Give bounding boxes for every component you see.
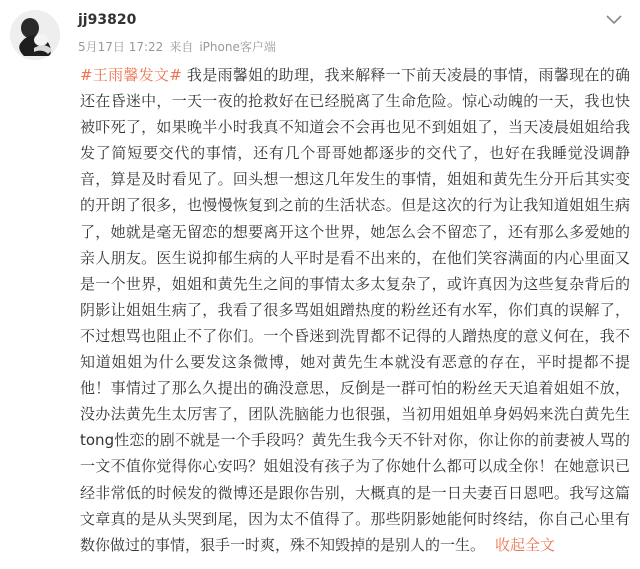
avatar-image [10, 10, 60, 60]
post-body-text: 我是雨馨姐的助理，我来解释一下前天凌晨的事情，雨馨现在的确还在昏迷中，一天一夜的抢救好在已经脱离了生命危险。惊心动魄的一天，我也快被吓死了，如果晚半小时我真不知道会不会再也见不到姐姐了，当天凌晨姐姐给我发了简短要交代的事情，还有几个哥哥她都逐步的交代了，也好在我睡觉没调静音，算是及时看见了。回头想一想这几年发生的事情，姐姐和黄先生分开后其实变的开朗了很多，也慢慢恢复到之前的生活状态。但是这次的行为让我知道姐姐生病了，她就是毫无留恋的想要离开这个世界，她怎么会不留恋了，还有那么多爱她的亲人朋友。医生说抑郁生病的人平时是看不出来的，在他们笑容满面的内心里面又是一个世界，姐姐和黄先生之间的事情太多太复杂了，或许真因为这些复杂背后的阴影让姐姐生病了，我看了很多骂姐姐蹭热度的粉丝还有水军，你们真的误解了，不过想骂也阻止不了你们。一个昏迷到洗胃都不记得的人蹭热度的意义何在，我不知道姐姐为什么要发这条微博，她对黄先生本就没有恶意的存在，平时提都不提他！事情过了那么久提出的确没意思，反倒是一群可怕的粉丝天天追着姐姐不放，没办法黄先生太厉害了，团队洗脑能力也很强，当初用姐姐单身妈妈来洗白黄先生tong性恋的剧不就是一个手段吗？黄先生我今天不针对你，你让你的前妻被人骂的一文不值你觉得你心安吗？姐姐没有孩子为了你她什么都可以成全你！在她意识已经非常低的时候发的微博还是跟你告别，大概真的是一日夫妻百日恩吧。我写这篇文章真的是从头哭到尾，因为太不值得了。那些阴影她能何时终结，你自己心里有数你做过的事情，狠手一时爽，殊不知毁掉的是别人的一生。 [80, 66, 630, 554]
post-content [80, 62, 630, 558]
chevron-down-icon[interactable] [604, 12, 624, 26]
post-meta [78, 38, 276, 55]
source-prefix: 来自 [169, 40, 194, 54]
source-client[interactable]: iPhone客户端 [199, 40, 276, 54]
post-timestamp[interactable]: 5月17日 17:22 [78, 40, 164, 54]
avatar[interactable] [10, 10, 60, 60]
collapse-full-text-link[interactable]: 收起全文 [495, 535, 556, 554]
hashtag-link[interactable]: #王雨馨发文# [80, 66, 182, 84]
username[interactable]: jj93820 [78, 12, 137, 28]
